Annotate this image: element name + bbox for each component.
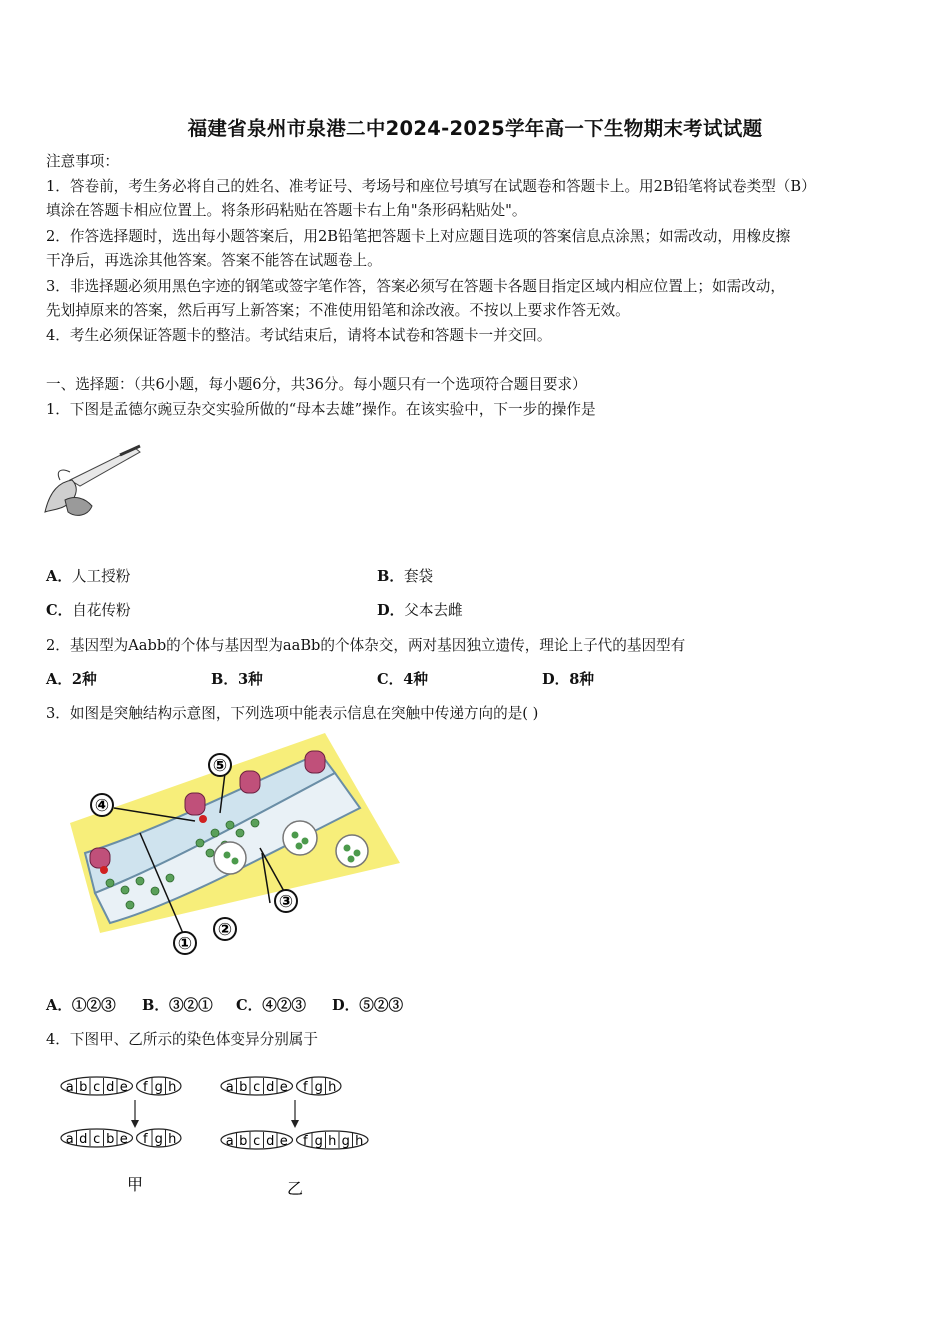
question-3-stem: 3．如图是突触结构示意图，下列选项中能表示信息在突触中传递方向的是( ) <box>46 705 539 722</box>
gene-letter: e <box>119 1132 128 1147</box>
gene-letter: g <box>154 1080 163 1095</box>
option-label: A． <box>46 671 72 688</box>
notice-line: 2．作答选择题时，选出每小题答案后，用2B铅笔把答题卡上对应题目选项的答案信息点涂黑；如需改动，用橡皮擦 <box>46 228 791 245</box>
notice-line: 填涂在答题卡相应位置上。将条形码粘贴在答题卡右上角"条形码粘贴处"。 <box>46 202 527 219</box>
option-label: B． <box>211 671 238 688</box>
notice-line: 4．考生必须保证答题卡的整洁。考试结束后，请将本试卷和答题卡一并交回。 <box>46 327 552 344</box>
gene-letter: b <box>239 1134 248 1149</box>
option-c[interactable] <box>377 670 428 690</box>
notice-line: 干净后，再选涂其他答案。答案不能答在试题卷上。 <box>46 252 382 269</box>
option-text: 自花传粉 <box>72 602 131 619</box>
arrows <box>131 1100 299 1128</box>
notice-line: 1．答卷前，考生务必将自己的姓名、准考证号、考场号和座位号填写在试题卷和答题卡上。用2B铅笔将试卷类型（B） <box>46 178 816 195</box>
option-label: B． <box>377 568 404 585</box>
gene-letter: d <box>266 1080 275 1095</box>
gene-letter: h <box>168 1080 177 1095</box>
gene-letter: d <box>79 1132 88 1147</box>
gene-letter: c <box>93 1080 101 1095</box>
gene-letter: h <box>355 1134 364 1149</box>
option-a[interactable] <box>46 670 97 690</box>
gene-letter: d <box>106 1080 115 1095</box>
option-b[interactable] <box>211 670 263 690</box>
gene-letter: g <box>314 1080 323 1095</box>
option-text: 4种 <box>403 671 428 688</box>
gene-letter: h <box>168 1132 177 1147</box>
gene-letter: h <box>328 1134 337 1149</box>
option-label: D． <box>377 602 405 619</box>
option-label: D． <box>332 997 360 1014</box>
chromosome <box>221 1077 341 1095</box>
gene-letter: d <box>266 1134 275 1149</box>
gene-letter: a <box>225 1080 234 1095</box>
option-text: ⑤②③ <box>359 997 404 1014</box>
chromosome-figure <box>55 1068 400 1203</box>
gene-letter: g <box>154 1132 163 1147</box>
option-text: ④②③ <box>262 997 307 1014</box>
gene-letter: b <box>79 1080 88 1095</box>
option-text: ③②① <box>168 997 213 1014</box>
option-d[interactable] <box>542 670 594 690</box>
question-1-stem: 1．下图是孟德尔豌豆杂交实验所做的“母本去雄”操作。在该实验中，下一步的操作是 <box>46 401 596 418</box>
option-a[interactable] <box>46 567 130 587</box>
notice-line: 3．非选择题必须用黑色字迹的钢笔或签字笔作答，答案必须写在答题卡各题目指定区域内相应位置上；如需改动， <box>46 278 785 295</box>
question-2-stem: 2．基因型为Aabb的个体与基因型为aaBb的个体杂交，两对基因独立遗传，理论上子代的基因型有 <box>46 637 686 654</box>
gene-letter: a <box>225 1134 234 1149</box>
option-text: 3种 <box>237 671 263 688</box>
gene-letter: c <box>93 1132 101 1147</box>
option-c[interactable] <box>236 996 306 1016</box>
gene-letter: f <box>142 1132 148 1147</box>
option-d[interactable] <box>377 601 463 621</box>
option-c[interactable] <box>46 601 131 621</box>
gene-letter: e <box>279 1080 288 1095</box>
gene-letter: b <box>106 1132 115 1147</box>
chromosome <box>61 1129 181 1147</box>
gene-letter: f <box>142 1080 148 1095</box>
gene-letter: f <box>302 1080 308 1095</box>
label-2: ② <box>217 920 233 940</box>
label-5: ⑤ <box>212 756 228 776</box>
option-text: 2种 <box>71 671 97 688</box>
option-b[interactable] <box>142 996 213 1016</box>
option-label: A． <box>46 568 72 585</box>
option-text: 父本去雌 <box>404 602 463 619</box>
label-1: ① <box>177 934 193 954</box>
question-4-stem: 4．下图甲、乙所示的染色体变异分别属于 <box>46 1031 318 1048</box>
option-a[interactable] <box>46 996 116 1016</box>
gene-letter: a <box>65 1132 74 1147</box>
gene-letter: g <box>314 1134 323 1149</box>
notice-heading: 注意事项： <box>46 153 119 170</box>
synapse-figure <box>70 733 400 958</box>
gene-letter: b <box>239 1080 248 1095</box>
gene-letter: e <box>279 1134 288 1149</box>
option-label: C． <box>46 602 73 619</box>
option-label: D． <box>542 671 570 688</box>
option-b[interactable] <box>377 567 433 587</box>
page-title: 福建省泉州市泉港二中2024-2025学年高一下生物期末考试试题 <box>187 117 763 140</box>
label-yi: 乙 <box>286 1179 304 1198</box>
section-heading: 一、选择题：（共6小题，每小题6分，共36分。每小题只有一个选项符合题目要求） <box>46 376 587 393</box>
gene-letter: f <box>302 1134 308 1149</box>
chromosome <box>61 1077 181 1095</box>
chromosome <box>221 1131 368 1149</box>
option-d[interactable] <box>332 996 403 1016</box>
option-text: 人工授粉 <box>71 568 131 585</box>
gene-letter: a <box>65 1080 74 1095</box>
gene-letter: c <box>253 1080 261 1095</box>
label-3: ③ <box>278 892 294 912</box>
notice-line: 先划掉原来的答案，然后再写上新答案；不准使用铅笔和涂改液。不按以上要求作答无效。 <box>46 302 630 319</box>
label-4: ④ <box>94 796 110 816</box>
option-text: ①②③ <box>71 997 116 1014</box>
option-label: B． <box>142 997 169 1014</box>
option-label: A． <box>46 997 72 1014</box>
option-label: C． <box>236 997 263 1014</box>
option-text: 套袋 <box>403 568 434 585</box>
emasculation-figure <box>40 440 150 530</box>
option-label: C． <box>377 671 404 688</box>
option-text: 8种 <box>569 671 594 688</box>
label-jia: 甲 <box>126 1175 144 1194</box>
gene-letter: h <box>328 1080 337 1095</box>
gene-letter: c <box>253 1134 261 1149</box>
gene-letter: e <box>119 1080 128 1095</box>
gene-letter: g <box>341 1134 350 1149</box>
